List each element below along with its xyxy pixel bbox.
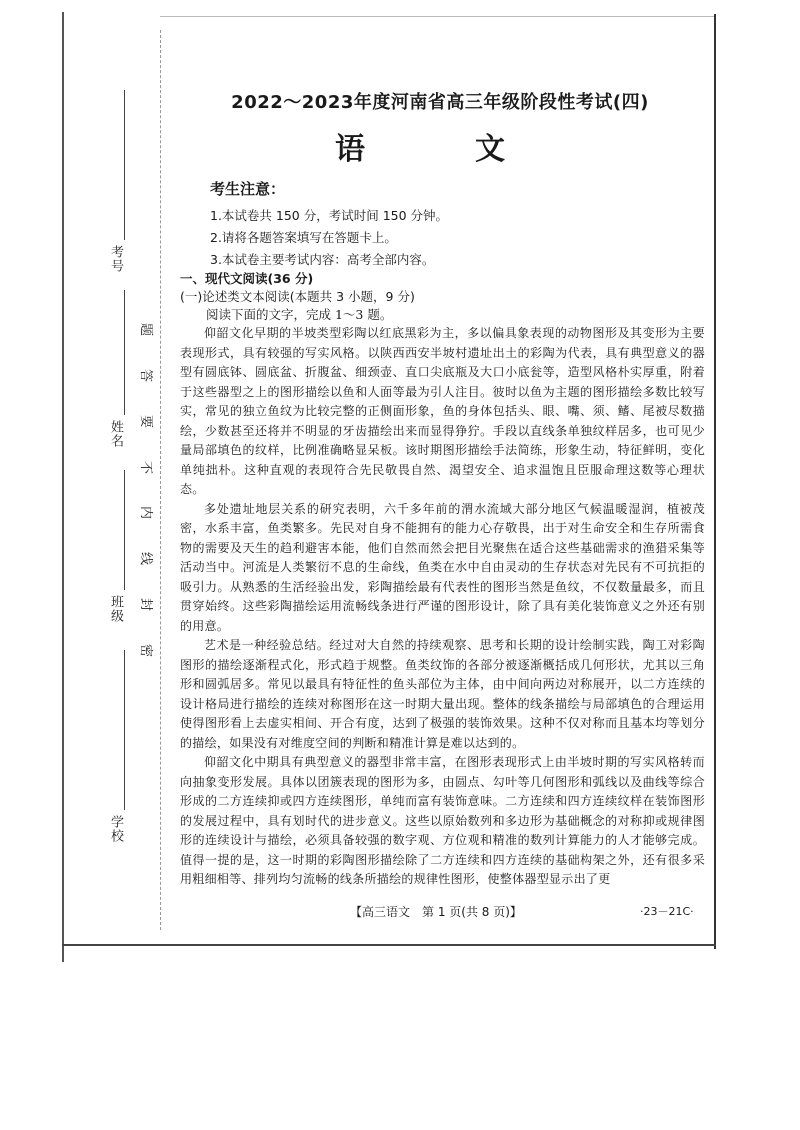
seal-char: 内 — [138, 506, 154, 520]
notice-item: 1.本试卷共 150 分，考试时间 150 分钟。 — [210, 208, 449, 223]
seal-char: 答 — [138, 368, 154, 382]
page-border-left — [62, 12, 64, 962]
seal-char: 要 — [138, 414, 154, 428]
notice-item: 2.请将各题答案填写在答题卡上。 — [210, 230, 397, 245]
seal-char: 线 — [138, 552, 154, 566]
binding-dashed-line — [160, 30, 161, 930]
passage-paragraph: 仰韶文化中期具有典型意义的器型非常丰富，在图形表现形式上由半坡时期的写实风格转而向抽象变形发展。具体以团簇表现的图形为多，由圆点、勾叶等几何图形和弧线以及曲线等综合形成的二方连续抑或四方连续图形，单纯而富有装饰意味。二方连续和四方连续纹样在装饰图形的发展过程中，具有划时代的进步意义。这些以原始数列和多边形为基础概念的对称抑或规律图形的连续设计与描绘，必须具备较强的数字观、方位观和精准的数列计算能力的人才能够完成。值得一提的是，这一时期的彩陶图形描绘除了二方连续和四方连续的基础构架之外，还有很多采用粗细相等、排列均匀流畅的线条所描绘的规律性图形，使整体器型显示出了更 — [180, 755, 705, 886]
page-border-right — [714, 14, 716, 949]
sub-section-heading: (一)论述类文本阅读(本题共 3 小题，9 分) — [180, 289, 415, 304]
passage-paragraph: 仰韶文化早期的半坡类型彩陶以红底黑彩为主，多以偏具象表现的动物图形及其变形为主要表现形式，具有较强的写实风格。以陕西西安半坡村遗址出土的彩陶为代表，具有典型意义的器型有圆底钵、圆底盆、折腹盆、细颈壶、直口尖底瓶及大口小底瓮等，造型风格朴实厚重，附着于这些器型之上的图形描绘以鱼和人面等最为引人注目。彼时以鱼为主题的图形描绘多数比较写实，常见的独立鱼纹为比较完整的正侧面形象，鱼的身体包括头、眼、嘴、须、鳍、尾被尽数描绘，少数甚至还将并不明显的牙齿描绘出来而显得狰狞。手段以直线条单独纹样居多，也可见少量局部填色的纹样，比例准确略显呆板。该时期图形描绘手法简练，形象生动，特征鲜明，变化单纯拙朴。这种直观的表现符合先民敬畏自然、渴望安全、追求温饱且臣服命理这数等心理状态。 — [180, 326, 705, 496]
school-field[interactable] — [124, 650, 125, 810]
school-label: 学校 — [108, 815, 123, 843]
class-field[interactable] — [124, 470, 125, 590]
class-label: 班级 — [108, 595, 123, 623]
name-field[interactable] — [124, 290, 125, 415]
exam-no-label: 考号 — [108, 245, 123, 273]
exam-no-field[interactable] — [124, 90, 125, 240]
reading-section — [180, 270, 705, 890]
page-border-top — [160, 16, 715, 17]
page-border-bottom — [62, 944, 716, 946]
seal-char: 不 — [138, 460, 154, 474]
reading-instruction: 阅读下面的文字，完成 1～3 题。 — [206, 307, 393, 322]
seal-char: 密 — [138, 643, 154, 657]
candidate-notice — [210, 178, 448, 271]
page-footer: 【高三语文 第 1 页(共 8 页)】 — [350, 905, 522, 919]
passage-paragraph: 多处遗址地层关系的研究表明，六千多年前的渭水流域大部分地区气候温暖湿润，植被茂密，水系丰富，鱼类繁多。先民对自身不能拥有的能力心存敬畏，出于对生命安全和生存所需食物的需要及天生的趋利避害本能，他们自然而然会把目光聚焦在适合这些基础需求的渔猎采集等活动当中。河流是人类繁衍不息的生命线，鱼类在水中自由灵动的生存状态对先民有不可抗拒的吸引力。从熟悉的生活经验出发，彩陶描绘最有代表性的图形当然是鱼纹，不仅数量最多，而且贯穿始终。这些彩陶描绘运用流畅线条进行严谨的图形设计，除了具有美化装饰意义之外还有别的用意。 — [180, 501, 705, 633]
notice-heading: 考生注意： — [210, 180, 286, 198]
seal-warning-text — [139, 320, 157, 660]
seal-char: 封 — [138, 598, 154, 612]
section-heading: 一、现代文阅读(36 分) — [180, 271, 314, 286]
paper-code: ·23－21C· — [640, 905, 694, 918]
passage-paragraph: 艺术是一种经验总结。经过对大自然的持续观察、思考和长期的设计绘制实践，陶工对彩陶图形的描绘逐渐程式化，形式趋于规整。鱼类纹饰的各部分被逐渐概括成几何形状，尤其以三角形和圆弧居多。常见以最具有特征性的鱼头部位为主体，由中间向两边对称展开，以二方连续的设计格局进行描绘的连续对称图形在这一时期大量出现。整体的线条描绘与局部填色的合理运用使得图形看上去虚实相间、开合有度，达到了极强的装饰效果。这种不仅对称而且基本均等划分的描绘，如果没有对维度空间的判断和精准计算是难以达到的。 — [180, 638, 705, 750]
notice-item: 3.本试卷主要考试内容：高考全部内容。 — [210, 252, 435, 267]
name-label: 姓名 — [108, 420, 123, 448]
seal-char: 题 — [138, 322, 154, 337]
subject-title: 语 文 — [335, 132, 545, 167]
exam-title: 2022～2023年度河南省高三年级阶段性考试(四) — [231, 92, 649, 113]
